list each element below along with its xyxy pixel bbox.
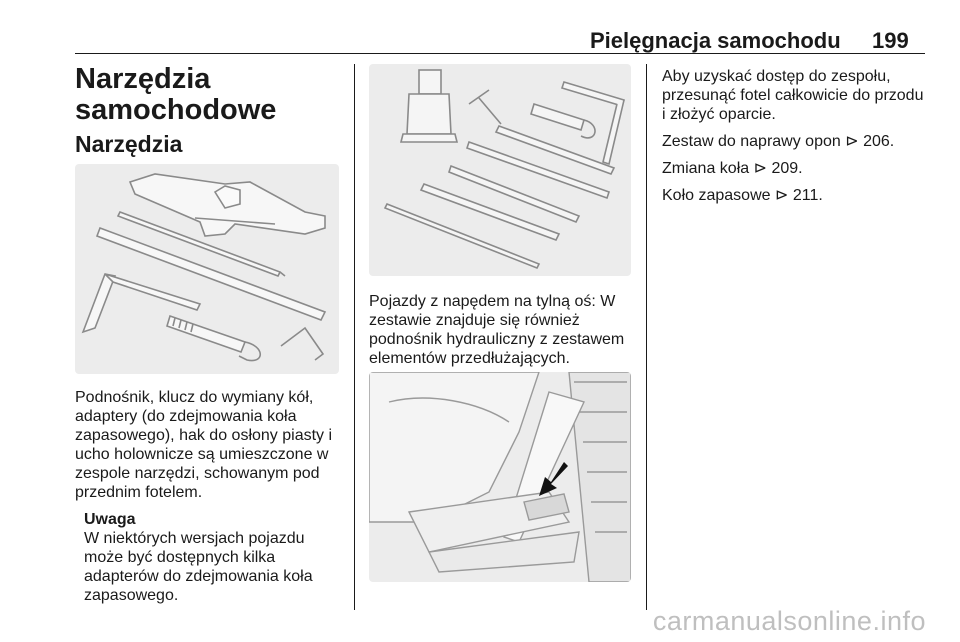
ref-label: Zestaw do naprawy opon	[662, 133, 841, 150]
subsection-heading: Narzędzia	[75, 131, 183, 157]
ref-link-tire-repair[interactable]	[662, 132, 927, 151]
ref-arrow-icon: ⊳	[753, 160, 768, 177]
seat-drawing	[369, 372, 631, 582]
hydraulic-jack-drawing	[369, 64, 631, 276]
header-divider	[75, 53, 925, 54]
ref-link-wheel-change[interactable]	[662, 159, 927, 178]
watermark: carmanualsonline.info	[652, 606, 926, 636]
access-instructions: Aby uzyskać dostęp do zespołu, przesunąć fotel całkowicie do przodu i złożyć oparcie.	[662, 68, 924, 123]
ref-label: Koło zapasowe	[662, 187, 771, 204]
tools-illustration	[75, 164, 339, 374]
ref-arrow-icon: ⊳	[845, 133, 859, 150]
ref-page: 209.	[771, 160, 803, 177]
note-block	[84, 510, 334, 605]
column-divider-2	[646, 64, 647, 610]
note-text: W niektórych wersjach pojazdu może być dostępnych kilka adapterów do zdejmowania koła zapasowego.	[84, 530, 313, 604]
seat-illustration	[369, 372, 631, 582]
caption-text: Podnośnik, klucz do wymiany kół, adaptery (do zdejmowania koła zapasowego), hak do osłony piasty i ucho holownicze są umieszczone w zespole narzędzi, schowanym pod przednim fotelem.	[75, 389, 333, 501]
hydraulic-caption-text: Pojazdy z napędem na tylną oś: W zestawie znajduje się również podnośnik hydrauliczny z zestawem elementów przedłużających.	[369, 293, 625, 367]
tools-caption	[75, 388, 343, 510]
ref-label: Zmiana koła	[662, 160, 750, 177]
page-number: 199	[872, 28, 909, 53]
column-divider-1	[354, 64, 355, 610]
ref-arrow-icon: ⊳	[774, 187, 789, 204]
tools-drawing	[75, 164, 339, 374]
section-heading: Narzędzia samochodowe	[75, 63, 277, 126]
ref-page: 211.	[792, 187, 823, 204]
hydraulic-jack-illustration	[369, 64, 631, 276]
hydraulic-caption	[369, 292, 635, 376]
right-column	[662, 67, 927, 213]
ref-link-spare-wheel[interactable]	[662, 186, 927, 205]
ref-page: 206.	[863, 133, 895, 150]
note-title: Uwaga	[84, 511, 136, 528]
page-header-title: Pielęgnacja samochodu	[590, 28, 841, 53]
